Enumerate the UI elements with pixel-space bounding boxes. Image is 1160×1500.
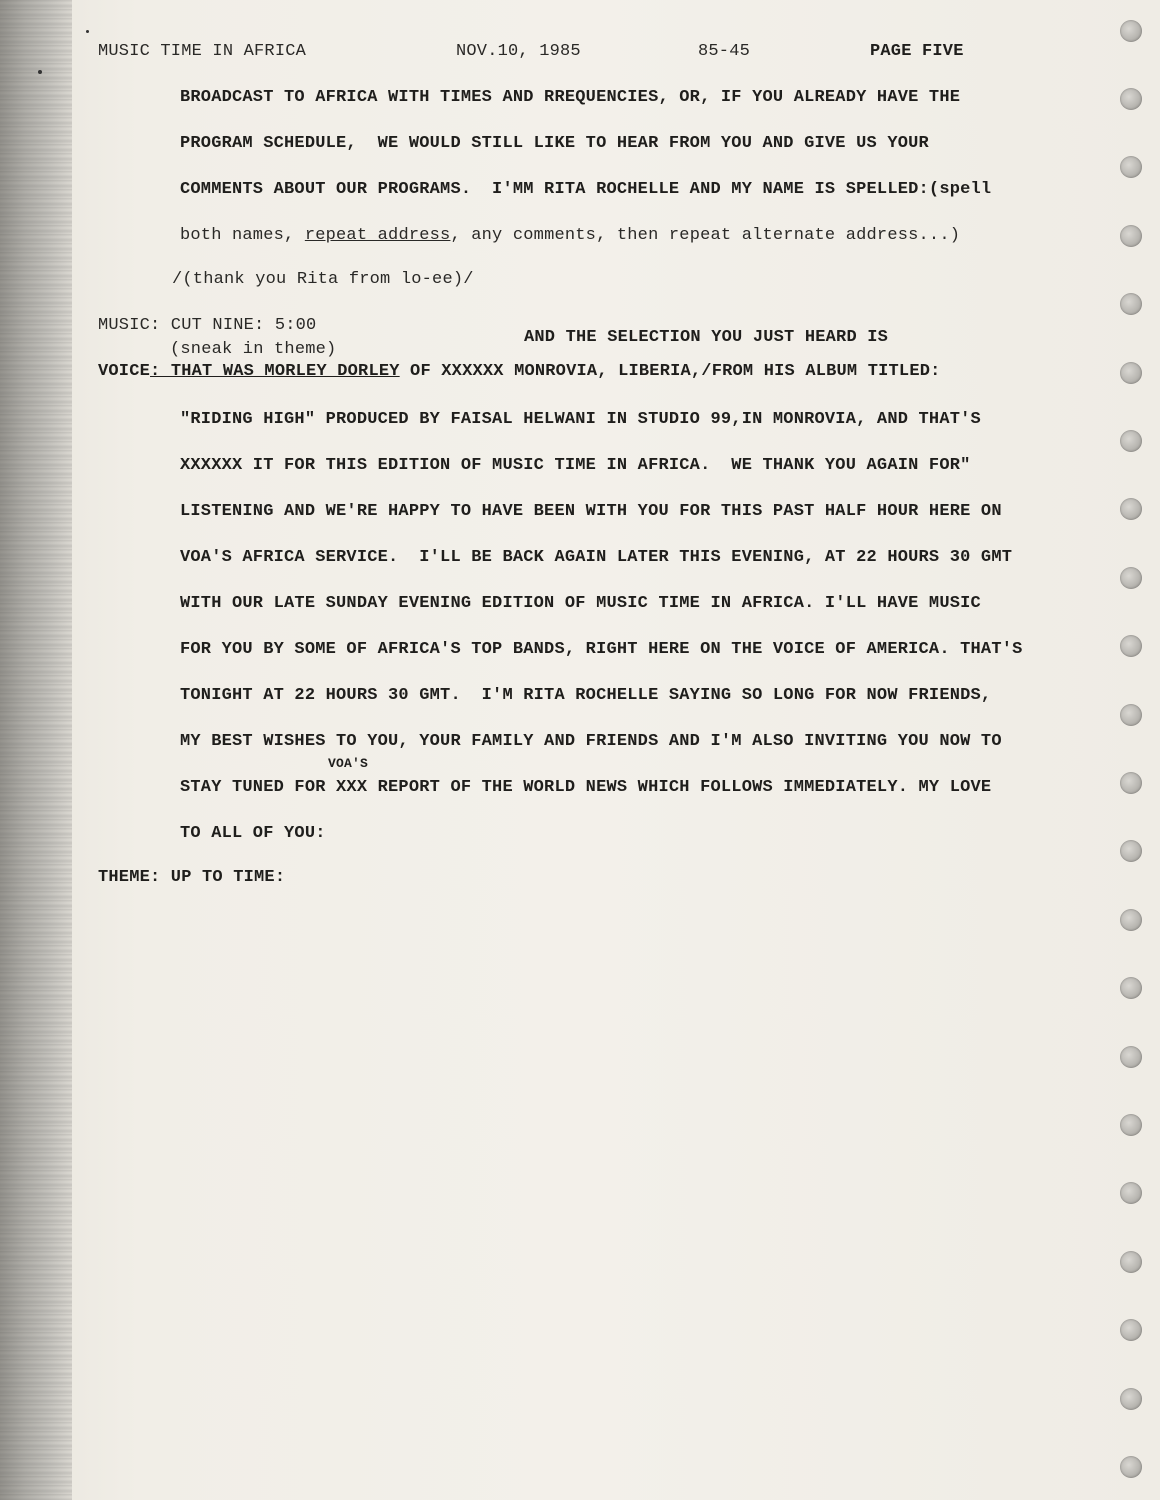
feed-hole: [1120, 704, 1142, 726]
feed-hole: [1120, 225, 1142, 247]
feed-hole: [1120, 567, 1142, 589]
script-line: TONIGHT AT 22 HOURS 30 GMT. I'M RITA ROCHELLE SAYING SO LONG FOR NOW FRIENDS,: [180, 686, 992, 705]
header-date: NOV.10, 1985: [456, 42, 581, 61]
voice-label: VOICE: [98, 362, 151, 381]
script-line: MY BEST WISHES TO YOU, YOUR FAMILY AND FRIENDS AND I'M ALSO INVITING YOU NOW TO: [180, 732, 1002, 751]
feed-hole: [1120, 1319, 1142, 1341]
feed-hole: [1120, 293, 1142, 315]
stage-direction-text: both names,: [180, 226, 305, 245]
music-cue: MUSIC: CUT NINE: 5:00: [98, 316, 317, 335]
voice-line: [98, 362, 941, 381]
script-line: WITH OUR LATE SUNDAY EVENING EDITION OF MUSIC TIME IN AFRICA. I'LL HAVE MUSIC: [180, 594, 981, 613]
feed-hole: [1120, 635, 1142, 657]
music-cue-note: (sneak in theme): [170, 340, 337, 359]
script-line: "RIDING HIGH" PRODUCED BY FAISAL HELWANI IN STUDIO 99,IN MONROVIA, AND THAT'S: [180, 410, 981, 429]
ink-mark: [38, 70, 42, 74]
feed-hole: [1120, 840, 1142, 862]
feed-hole: [1120, 1456, 1142, 1478]
feed-hole: [1120, 430, 1142, 452]
feed-hole: [1120, 1388, 1142, 1410]
handwritten-note: /(thank you Rita from lo-ee)/: [172, 270, 474, 289]
stage-direction-text: , any comments, then repeat alternate address...): [450, 226, 961, 245]
script-line: AND THE SELECTION YOU JUST HEARD IS: [524, 328, 889, 347]
voice-underlined: : THAT WAS MORLEY DORLEY: [150, 362, 400, 381]
script-line: COMMENTS ABOUT OUR PROGRAMS. I'MM RITA ROCHELLE AND MY NAME IS SPELLED:(spell: [180, 180, 992, 199]
voice-text: OF XXXXXX MONROVIA, LIBERIA,/FROM HIS ALBUM TITLED:: [399, 362, 941, 381]
header-page-number: PAGE FIVE: [870, 42, 964, 61]
feed-hole: [1120, 1114, 1142, 1136]
ink-mark: [86, 30, 89, 33]
feed-hole: [1120, 1046, 1142, 1068]
feed-hole: [1120, 88, 1142, 110]
script-line: VOA'S AFRICA SERVICE. I'LL BE BACK AGAIN LATER THIS EVENING, AT 22 HOURS 30 GMT: [180, 548, 1013, 567]
script-line: PROGRAM SCHEDULE, WE WOULD STILL LIKE TO HEAR FROM YOU AND GIVE US YOUR: [180, 134, 929, 153]
header-program-title: MUSIC TIME IN AFRICA: [98, 42, 307, 61]
feed-hole: [1120, 772, 1142, 794]
script-line: BROADCAST TO AFRICA WITH TIMES AND RREQUENCIES, OR, IF YOU ALREADY HAVE THE: [180, 88, 961, 107]
feed-hole: [1120, 156, 1142, 178]
script-line: TO ALL OF YOU:: [180, 824, 326, 843]
script-line: STAY TUNED FOR XXX REPORT OF THE WORLD NEWS WHICH FOLLOWS IMMEDIATELY. MY LOVE: [180, 778, 992, 797]
handwritten-insert: VOA'S: [328, 756, 369, 771]
feed-hole: [1120, 1182, 1142, 1204]
theme-cue: THEME: UP TO TIME:: [98, 868, 286, 887]
feed-hole: [1120, 909, 1142, 931]
feed-hole: [1120, 20, 1142, 42]
script-line: FOR YOU BY SOME OF AFRICA'S TOP BANDS, RIGHT HERE ON THE VOICE OF AMERICA. THAT'S: [180, 640, 1023, 659]
scan-edge-strip: [0, 0, 72, 1500]
feed-hole: [1120, 1251, 1142, 1273]
tractor-feed-holes: [1120, 20, 1146, 1500]
feed-hole: [1120, 977, 1142, 999]
feed-hole: [1120, 362, 1142, 384]
stage-direction-line: [180, 226, 960, 245]
feed-hole: [1120, 498, 1142, 520]
script-line: XXXXXX IT FOR THIS EDITION OF MUSIC TIME IN AFRICA. WE THANK YOU AGAIN FOR": [180, 456, 971, 475]
script-line: LISTENING AND WE'RE HAPPY TO HAVE BEEN WITH YOU FOR THIS PAST HALF HOUR HERE ON: [180, 502, 1002, 521]
header-script-number: 85-45: [698, 42, 751, 61]
stage-direction-underlined: repeat address: [304, 226, 451, 245]
